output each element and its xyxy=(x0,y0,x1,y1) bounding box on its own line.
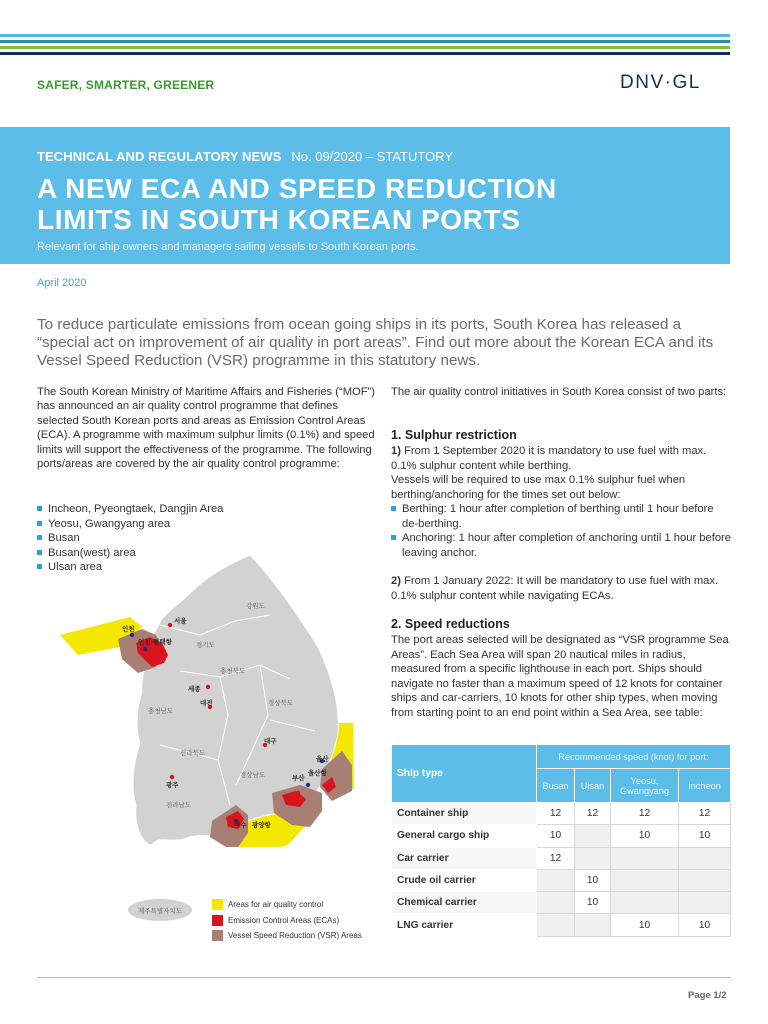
footer-rule xyxy=(37,977,731,978)
list-item: Berthing: 1 hour after completion of berthing until 1 hour before de-berthing. xyxy=(391,502,731,531)
list-item: Busan(west) area xyxy=(37,546,223,561)
speed-cell xyxy=(537,869,575,891)
label-sejong: 세종 xyxy=(188,685,201,693)
sulphur-para-1 xyxy=(391,444,731,473)
th-port: Yeosu, Gwangyang xyxy=(611,769,679,803)
list-item: Ulsan area xyxy=(37,560,223,575)
speed-cell xyxy=(537,914,575,936)
right-intro: The air quality control initiatives in South Korea consist of two parts: xyxy=(391,386,727,398)
speed-cell xyxy=(679,847,731,869)
speed-cell: 10 xyxy=(537,825,575,847)
issue-number: No. 09/2020 – STATUTORY xyxy=(291,149,453,164)
para-text: From 1 September 2020 it is mandatory to use fuel with max. 0.1% sulphur content while berthing. xyxy=(391,445,707,472)
map-legend xyxy=(212,897,362,944)
legend-item xyxy=(212,913,362,929)
label-gyeonggi: 경기도 xyxy=(196,641,215,649)
speed-cell: 10 xyxy=(611,825,679,847)
south-korea-map xyxy=(60,555,390,940)
legend-swatch-red xyxy=(212,915,223,926)
para-number: 1) xyxy=(391,445,401,457)
th-ship-type: Ship type xyxy=(392,745,537,803)
title-line-1: A NEW ECA AND SPEED REDUCTION xyxy=(37,173,557,204)
ship-type-cell: Crude oil carrier xyxy=(392,869,537,891)
label-gwangju: 광주 xyxy=(166,781,179,789)
legend-swatch-brown xyxy=(212,930,223,941)
ship-type-cell: Container ship xyxy=(392,803,537,825)
tagline: SAFER, SMARTER, GREENER xyxy=(37,78,215,92)
intro-paragraph: To reduce particulate emissions from ocean going ships in its ports, South Korea has released a “special act on improvement of air quality in port areas”. Find out more about the Korean ECA and its Vessel Speed Reduction (VSR) programme in this statutory news. xyxy=(37,316,714,369)
table-row xyxy=(392,847,731,869)
speed-table xyxy=(391,744,731,937)
table-row xyxy=(392,803,731,825)
label-incheon-port: 인천·평택항 xyxy=(138,638,172,646)
para-number: 2) xyxy=(391,575,401,587)
stripe-navy xyxy=(0,52,730,55)
news-series xyxy=(37,149,453,164)
page-title xyxy=(37,173,717,235)
speed-cell xyxy=(611,869,679,891)
label-yeosu: 여수 xyxy=(234,821,247,829)
ship-type-cell: General cargo ship xyxy=(392,825,537,847)
speed-cell xyxy=(679,869,731,891)
label-daejeon: 대전 xyxy=(200,699,213,707)
table-row xyxy=(392,914,731,936)
speed-paragraph: The port areas selected will be designated as “VSR programme Sea Areas”. Each Sea Area will span 20 nautical miles in radius, measured from a specific lighthouse in each port. Ships should navigate no faster than a maximum speed of 12 knots for container ships and car-carriers, 10 knots for other ship types, when moving from starting point to an end point within a Sea Area, see table: xyxy=(391,634,729,719)
speed-cell: 12 xyxy=(537,803,575,825)
label-chungbuk: 충청북도 xyxy=(220,667,246,675)
stripe-green xyxy=(0,46,730,49)
title-banner xyxy=(0,127,730,264)
th-port: Ulsan xyxy=(575,769,611,803)
list-item: Busan xyxy=(37,531,223,546)
label-jeonnam: 전라남도 xyxy=(166,801,192,809)
label-gwangyang: 광양항 xyxy=(252,821,271,829)
label-ulsan: 울산 xyxy=(316,755,329,763)
speed-cell: 10 xyxy=(679,914,731,936)
label-jeju: 제주특별자치도 xyxy=(138,907,182,915)
heading-sulphur: 1. Sulphur restriction xyxy=(391,428,517,442)
relevance-note: Relevant for ship owners and managers sailing vessels to South Korean ports. xyxy=(37,241,419,253)
label-jeonbuk: 전라북도 xyxy=(180,749,206,757)
page-number: Page 1/2 xyxy=(688,990,727,1001)
speed-cell: 12 xyxy=(679,803,731,825)
speed-cell: 10 xyxy=(575,892,611,914)
sulphur-para-1b: Vessels will be required to use max 0.1% sulphur fuel when berthing/anchoring for the times set out below: xyxy=(391,474,686,501)
label-incheon: 인천 xyxy=(122,625,135,633)
label-chungnam: 충청남도 xyxy=(148,707,174,715)
dnvgl-logo: DNV·GL xyxy=(620,72,701,93)
heading-speed: 2. Speed reductions xyxy=(391,617,510,631)
legend-label: Vessel Speed Reduction (VSR) Areas xyxy=(228,931,362,941)
speed-cell: 12 xyxy=(575,803,611,825)
th-port: Incheon xyxy=(679,769,731,803)
speed-cell xyxy=(575,914,611,936)
title-line-2: LIMITS IN SOUTH KOREAN PORTS xyxy=(37,204,521,235)
speed-cell: 12 xyxy=(537,847,575,869)
berthing-list xyxy=(391,502,731,560)
table-row xyxy=(392,825,731,847)
speed-cell xyxy=(537,892,575,914)
table-row xyxy=(392,869,731,891)
series-name: TECHNICAL AND REGULATORY NEWS xyxy=(37,149,282,164)
label-ulsan-port: 울산항 xyxy=(308,769,327,777)
th-speed: Recommended speed (knot) for port: xyxy=(537,745,731,769)
speed-cell xyxy=(611,847,679,869)
speed-cell: 12 xyxy=(611,803,679,825)
left-lead-paragraph: The South Korean Ministry of Maritime Affairs and Fisheries (“MOF”) has announced an air quality control programme that defines selected South Korean ports and areas as Emission Control Areas (ECA). A programme with maximum sulphur limits (0.1%) and speed limits will support the effectiveness of the programme. The following ports/areas are covered by the air quality control programme: xyxy=(37,386,376,471)
sulphur-para-2 xyxy=(391,574,731,603)
list-item: Incheon, Pyeongtaek, Dangjin Area xyxy=(37,502,223,517)
ship-type-cell: Chemical carrier xyxy=(392,892,537,914)
label-gangwon: 강원도 xyxy=(246,602,265,610)
ship-type-cell: LNG carrier xyxy=(392,914,537,936)
header-stripes xyxy=(0,34,730,58)
speed-cell: 10 xyxy=(679,825,731,847)
legend-item xyxy=(212,897,362,913)
ship-type-cell: Car carrier xyxy=(392,847,537,869)
publication-date: April 2020 xyxy=(37,277,87,289)
legend-label: Emission Control Areas (ECAs) xyxy=(228,915,340,925)
speed-cell xyxy=(575,847,611,869)
label-busan: 부산 xyxy=(292,774,305,782)
stripe-teal xyxy=(0,40,730,43)
legend-item xyxy=(212,928,362,944)
speed-cell xyxy=(575,825,611,847)
label-daegu: 대구 xyxy=(264,737,277,745)
list-item: Anchoring: 1 hour after completion of anchoring until 1 hour before leaving anchor. xyxy=(391,531,731,560)
para-text: From 1 January 2022: It will be mandatory to use fuel with max. 0.1% sulphur content while navigating ECAs. xyxy=(391,575,719,602)
label-gyeongnam: 경상남도 xyxy=(240,771,266,779)
speed-cell xyxy=(679,892,731,914)
speed-cell: 10 xyxy=(611,914,679,936)
table-row xyxy=(392,892,731,914)
list-item: Yeosu, Gwangyang area xyxy=(37,517,223,532)
legend-swatch-yellow xyxy=(212,899,223,910)
stripe-blue xyxy=(0,34,730,37)
speed-cell xyxy=(611,892,679,914)
legend-label: Areas for air quality control xyxy=(228,900,324,910)
label-gyeongbuk: 경상북도 xyxy=(268,699,294,707)
th-port: Busan xyxy=(537,769,575,803)
label-seoul: 서울 xyxy=(174,617,187,625)
speed-cell: 10 xyxy=(575,869,611,891)
